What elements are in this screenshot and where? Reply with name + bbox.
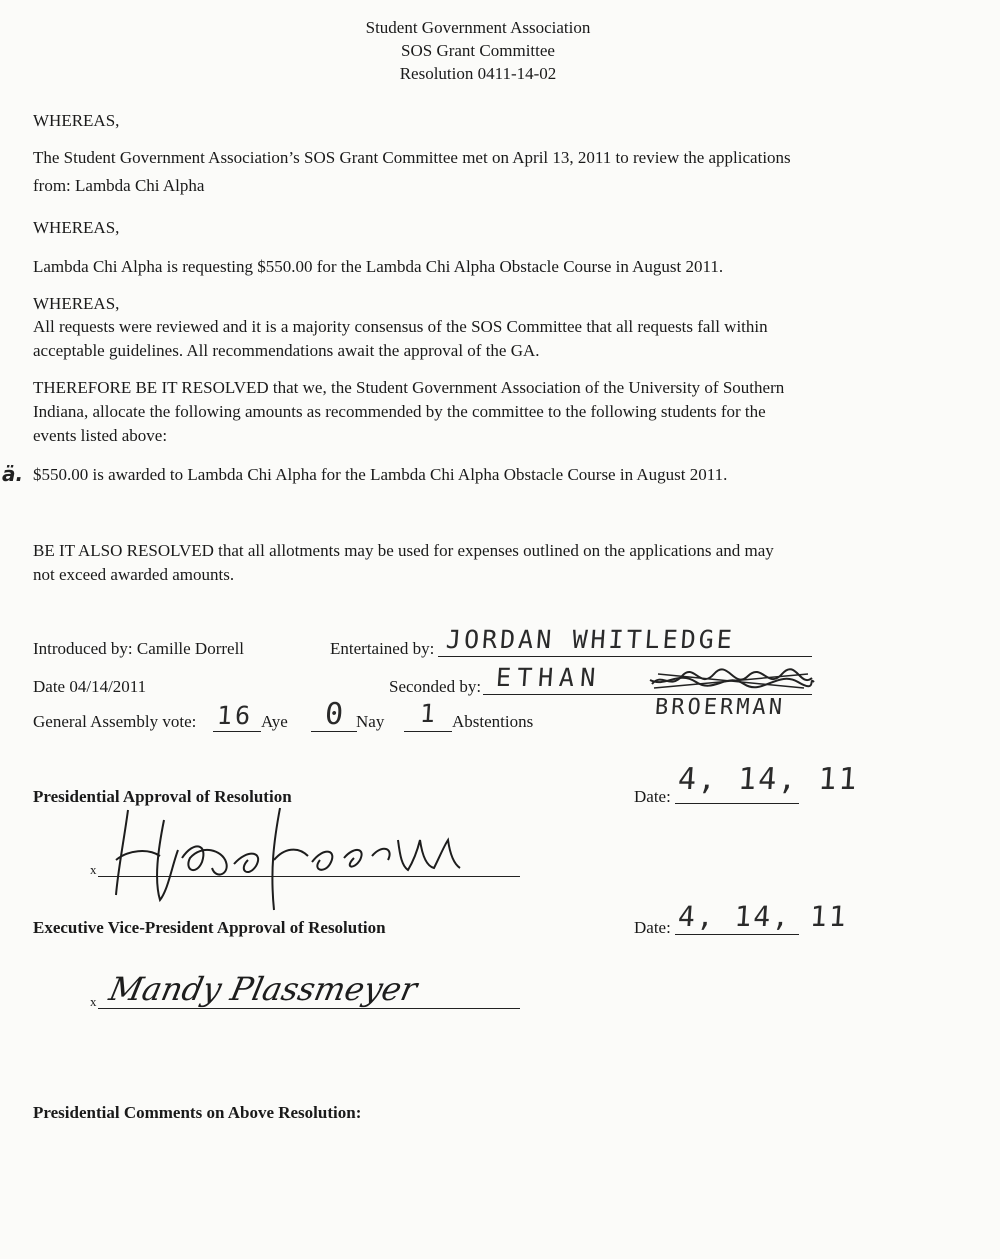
entertained-by-line	[438, 656, 812, 657]
aye-label: Aye	[261, 712, 288, 731]
resolved-text: Indiana, allocate the following amounts as recommended by the committee to the following students for the	[33, 402, 766, 421]
scribble-icon	[648, 668, 816, 694]
president-signature-icon	[98, 800, 470, 920]
resolved-text: events listed above:	[33, 426, 168, 445]
president-date-value: 4, 14, 11	[676, 762, 860, 797]
evp-x-mark: x	[90, 994, 97, 1009]
whereas-text: from: Lambda Chi Alpha	[33, 176, 205, 195]
committee-title: SOS Grant Committee	[401, 41, 555, 60]
org-title: Student Government Association	[365, 18, 591, 37]
evp-date-line	[675, 934, 799, 935]
introduced-date: Date 04/14/2011	[33, 677, 147, 696]
abstain-line	[404, 731, 452, 732]
vote-label: General Assembly vote:	[33, 712, 197, 731]
entertained-by-label: Entertained by:	[330, 639, 435, 658]
resolved-text: THEREFORE BE IT RESOLVED that we, the Student Government Association of the University of Southern	[33, 378, 785, 397]
whereas-label: WHEREAS,	[33, 111, 120, 130]
whereas-text: The Student Government Association’s SOS Grant Committee met on April 13, 2011 to review the applications	[33, 148, 791, 167]
seconded-by-value: ETHAN	[494, 663, 603, 692]
evp-date-value: 4, 14, 11	[676, 900, 849, 933]
seconded-by-label: Seconded by:	[389, 677, 482, 696]
nay-label: Nay	[356, 712, 385, 731]
entertained-by-value: JORDAN WHITLEDGE	[444, 625, 736, 654]
nay-value: 0	[323, 697, 348, 732]
aye-line	[213, 731, 261, 732]
seconded-by-value-2: BROERMAN	[654, 695, 786, 720]
aye-value: 16	[215, 701, 255, 730]
evp-approval-label: Executive Vice-President Approval of Resolution	[33, 918, 386, 937]
also-resolved-text: not exceed awarded amounts.	[33, 565, 235, 584]
president-date-label: Date:	[634, 787, 671, 806]
whereas-label: WHEREAS,	[33, 218, 120, 237]
abstain-label: Abstentions	[452, 712, 534, 731]
president-x-mark: x	[90, 862, 97, 877]
presidential-comments-label: Presidential Comments on Above Resolution:	[33, 1103, 362, 1122]
award-text: $550.00 is awarded to Lambda Chi Alpha for the Lambda Chi Alpha Obstacle Course in August 2011.	[33, 465, 728, 484]
abstain-value: 1	[418, 699, 440, 728]
whereas-text: Lambda Chi Alpha is requesting $550.00 for the Lambda Chi Alpha Obstacle Course in August 2011.	[33, 257, 724, 276]
evp-signature-line	[98, 1008, 520, 1009]
whereas-text: All requests were reviewed and it is a majority consensus of the SOS Committee that all requests fall within	[33, 317, 768, 336]
also-resolved-text: BE IT ALSO RESOLVED that all allotments may be used for expenses outlined on the applications and may	[33, 541, 774, 560]
introduced-by: Introduced by: Camille Dorrell	[33, 639, 245, 658]
president-approval-label: Presidential Approval of Resolution	[33, 787, 292, 806]
evp-date-label: Date:	[634, 918, 671, 937]
whereas-label: WHEREAS,	[33, 294, 120, 313]
evp-signature: Mandy Plassmeyer	[105, 970, 421, 1008]
president-date-line	[675, 803, 799, 804]
item-marker: ä.	[2, 462, 24, 486]
whereas-text: acceptable guidelines. All recommendations await the approval of the GA.	[33, 341, 540, 360]
resolution-number: Resolution 0411-14-02	[399, 64, 557, 83]
